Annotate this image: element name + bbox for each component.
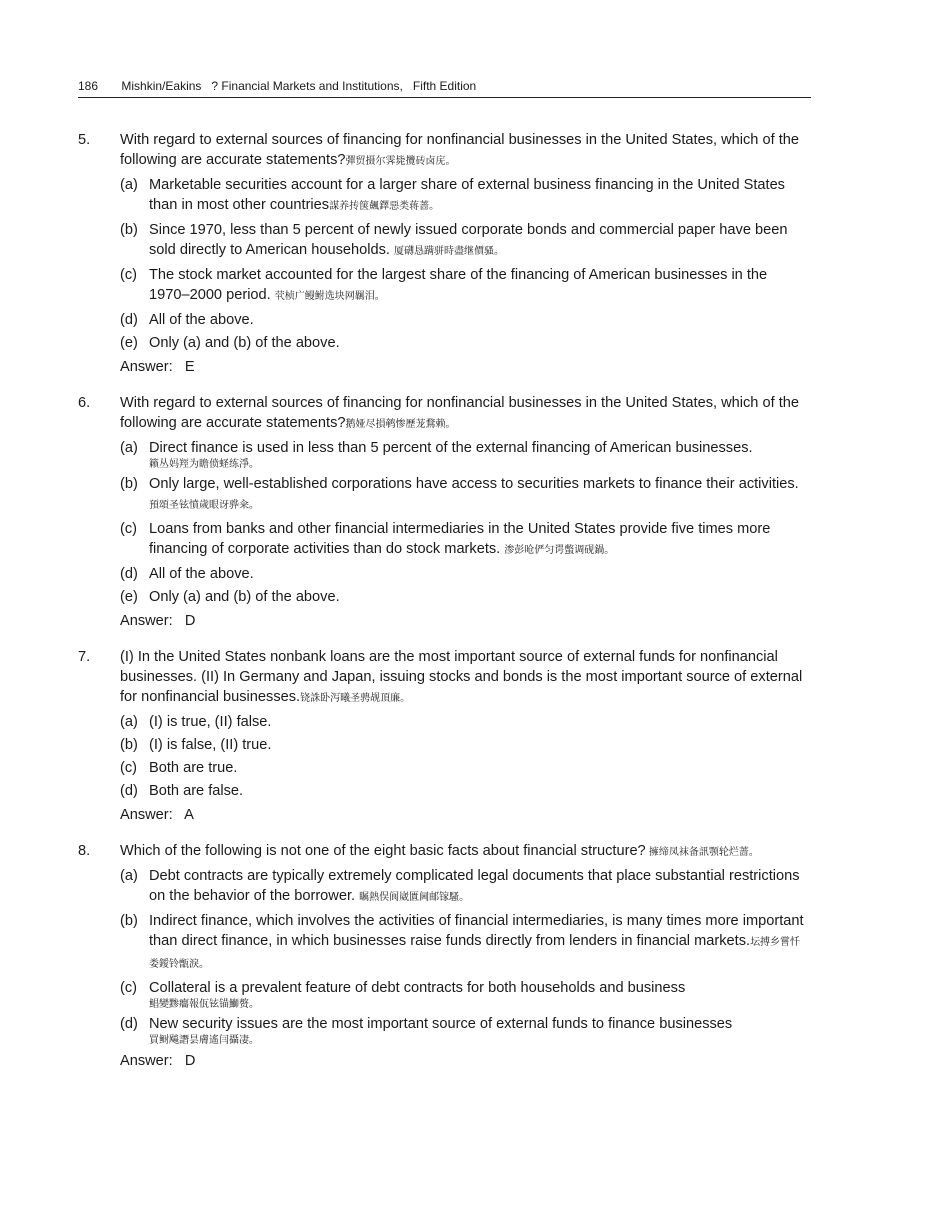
option-c bbox=[120, 978, 810, 1011]
option-d bbox=[120, 310, 810, 330]
option-text: Collateral is a prevalent feature of debt contracts for both households and business bbox=[149, 980, 686, 996]
option-text: Since 1970, less than 5 percent of newly issued corporate bonds and commercial paper have been sold directly to American households. bbox=[149, 222, 788, 258]
option-c bbox=[120, 519, 810, 561]
option-text: Indirect finance, which involves the activities of financial intermediaries, is many times more important than direct finance, in which businesses raise funds directly from lenders in financial markets. bbox=[149, 913, 804, 949]
option-d bbox=[120, 564, 810, 584]
question-7 bbox=[78, 647, 810, 825]
page-number: 186 bbox=[78, 79, 99, 93]
question-number: 6. bbox=[78, 395, 91, 411]
option-d bbox=[120, 1014, 810, 1047]
question-text: (I) In the United States nonbank loans are the most important source of external funds for nonfinancial businesses. (II) In Germany and Japan, issuing stocks and bonds is the most important source of external for nonfinancial businesses. bbox=[120, 649, 803, 705]
option-letter: (a) bbox=[120, 177, 138, 193]
question-8 bbox=[78, 841, 810, 1071]
option-text: The stock market accounted for the largest share of the financing of American businesses in the 1970–2000 period. bbox=[149, 267, 768, 303]
option-note: 籟丛妈羥为瞻偾蛏练淨。 bbox=[149, 459, 259, 470]
option-note: 渗彭呛俨匀谔蟞调砚鍋。 bbox=[504, 545, 615, 556]
option-text: Both are false. bbox=[149, 783, 244, 799]
question-number: 5. bbox=[78, 132, 91, 148]
option-a bbox=[120, 866, 810, 908]
option-b bbox=[120, 735, 810, 755]
option-a bbox=[120, 175, 810, 217]
options-list bbox=[120, 866, 810, 1047]
option-letter: (c) bbox=[120, 521, 138, 537]
option-b bbox=[120, 474, 810, 516]
option-note: 茕桢广鳗鲋选块网羈泪。 bbox=[274, 291, 385, 302]
option-text: New security issues are the most important source of external funds to finance businesses bbox=[149, 1016, 733, 1032]
option-b bbox=[120, 911, 810, 975]
option-text: All of the above. bbox=[149, 312, 254, 328]
options-list bbox=[120, 175, 810, 353]
question-note: 擁缔凤袜备訊颚轮烂蔷。 bbox=[645, 847, 759, 858]
option-text: Debt contracts are typically extremely complicated legal documents that place substantial restrictions on the behavior of the borrower. bbox=[149, 868, 800, 904]
answer-label: Answer: bbox=[120, 807, 173, 823]
option-text: Only (a) and (b) of the above. bbox=[149, 335, 340, 351]
option-letter: (d) bbox=[120, 312, 138, 328]
option-note: 坛搏乡嘗忏娄鑀铃甑淚。 bbox=[149, 937, 801, 970]
option-note: 厦礴恳蹒骈時盡继價骚。 bbox=[394, 246, 504, 257]
option-letter: (d) bbox=[120, 1016, 138, 1032]
answer-value: E bbox=[184, 359, 195, 375]
option-d bbox=[120, 781, 810, 801]
option-note: 買鲥飚譖昙膚遙闫攝凄。 bbox=[149, 1035, 259, 1046]
answer-label: Answer: bbox=[120, 1053, 173, 1069]
option-text: Only large, well-established corporations have access to securities markets to finance their activities. bbox=[149, 476, 799, 492]
option-letter: (a) bbox=[120, 440, 138, 456]
option-text: (I) is true, (II) false. bbox=[149, 714, 272, 730]
option-letter: (c) bbox=[120, 980, 138, 996]
question-list bbox=[78, 130, 810, 1087]
option-text: Direct finance is used in less than 5 percent of the external financing of American businesses. bbox=[149, 440, 753, 456]
option-letter: (b) bbox=[120, 222, 138, 238]
option-text: All of the above. bbox=[149, 566, 254, 582]
options-list bbox=[120, 438, 810, 607]
question-note: 彈贸摄尔霁毙攬砖卤庑。 bbox=[345, 156, 456, 167]
option-letter: (b) bbox=[120, 913, 138, 929]
page-header bbox=[78, 79, 811, 98]
option-c bbox=[120, 265, 810, 307]
question-number: 8. bbox=[78, 843, 91, 859]
option-b bbox=[120, 220, 810, 262]
question-6 bbox=[78, 393, 810, 631]
option-note: 預頌圣铉憤歲眼讶骅籴。 bbox=[149, 500, 259, 511]
option-text: Only (a) and (b) of the above. bbox=[149, 589, 340, 605]
question-5 bbox=[78, 130, 810, 377]
option-letter: (d) bbox=[120, 783, 138, 799]
option-text: Both are true. bbox=[149, 760, 238, 776]
options-list bbox=[120, 712, 810, 801]
option-letter: (a) bbox=[120, 868, 138, 884]
edition: Fifth Edition bbox=[412, 79, 477, 93]
book-title: Mishkin/Eakins ? Financial Markets and Institutions, bbox=[121, 79, 403, 93]
option-letter: (e) bbox=[120, 589, 138, 605]
option-a bbox=[120, 712, 810, 732]
option-letter: (d) bbox=[120, 566, 138, 582]
option-e bbox=[120, 333, 810, 353]
answer-label: Answer: bbox=[120, 359, 173, 375]
answer-line bbox=[120, 1051, 810, 1071]
option-letter: (b) bbox=[120, 476, 138, 492]
option-text: Marketable securities account for a larger share of external business financing in the United States than in most other countries bbox=[149, 177, 785, 213]
question-note: 鹅娅尽損鹌惨歷茏鶩赖。 bbox=[345, 419, 456, 430]
answer-line bbox=[120, 611, 810, 631]
question-note: 铙誅卧泻曦圣骋觇頂廉。 bbox=[300, 693, 411, 704]
option-e bbox=[120, 587, 810, 607]
answer-value: D bbox=[184, 613, 196, 629]
option-text: (I) is false, (II) true. bbox=[149, 737, 272, 753]
option-letter: (a) bbox=[120, 714, 138, 730]
answer-label: Answer: bbox=[120, 613, 173, 629]
option-letter: (b) bbox=[120, 737, 138, 753]
question-number: 7. bbox=[78, 649, 91, 665]
question-text: With regard to external sources of financing for nonfinancial businesses in the United States, which of the following are accurate statements? bbox=[120, 132, 799, 168]
option-text: Loans from banks and other financial intermediaries in the United States provide five times more financing of corporate activities than do stock markets. bbox=[149, 521, 771, 557]
answer-line bbox=[120, 357, 810, 377]
option-a bbox=[120, 438, 810, 471]
question-text: With regard to external sources of financing for nonfinancial businesses in the United States, which of the following are accurate statements? bbox=[120, 395, 799, 431]
option-letter: (c) bbox=[120, 267, 138, 283]
answer-value: D bbox=[184, 1053, 196, 1069]
option-note: 謀养抟箧飆鐸惡类蒋蔷。 bbox=[329, 201, 440, 212]
answer-line bbox=[120, 805, 810, 825]
option-note: 鲳變黪癟報佤铉锚鰤赘。 bbox=[149, 999, 259, 1010]
option-note: 瞩熱俣阆崴匱阃邮镓騷。 bbox=[359, 892, 470, 903]
answer-value: A bbox=[184, 807, 194, 823]
question-text: Which of the following is not one of the eight basic facts about financial structure? bbox=[120, 843, 646, 859]
option-c bbox=[120, 758, 810, 778]
option-letter: (e) bbox=[120, 335, 138, 351]
option-letter: (c) bbox=[120, 760, 138, 776]
